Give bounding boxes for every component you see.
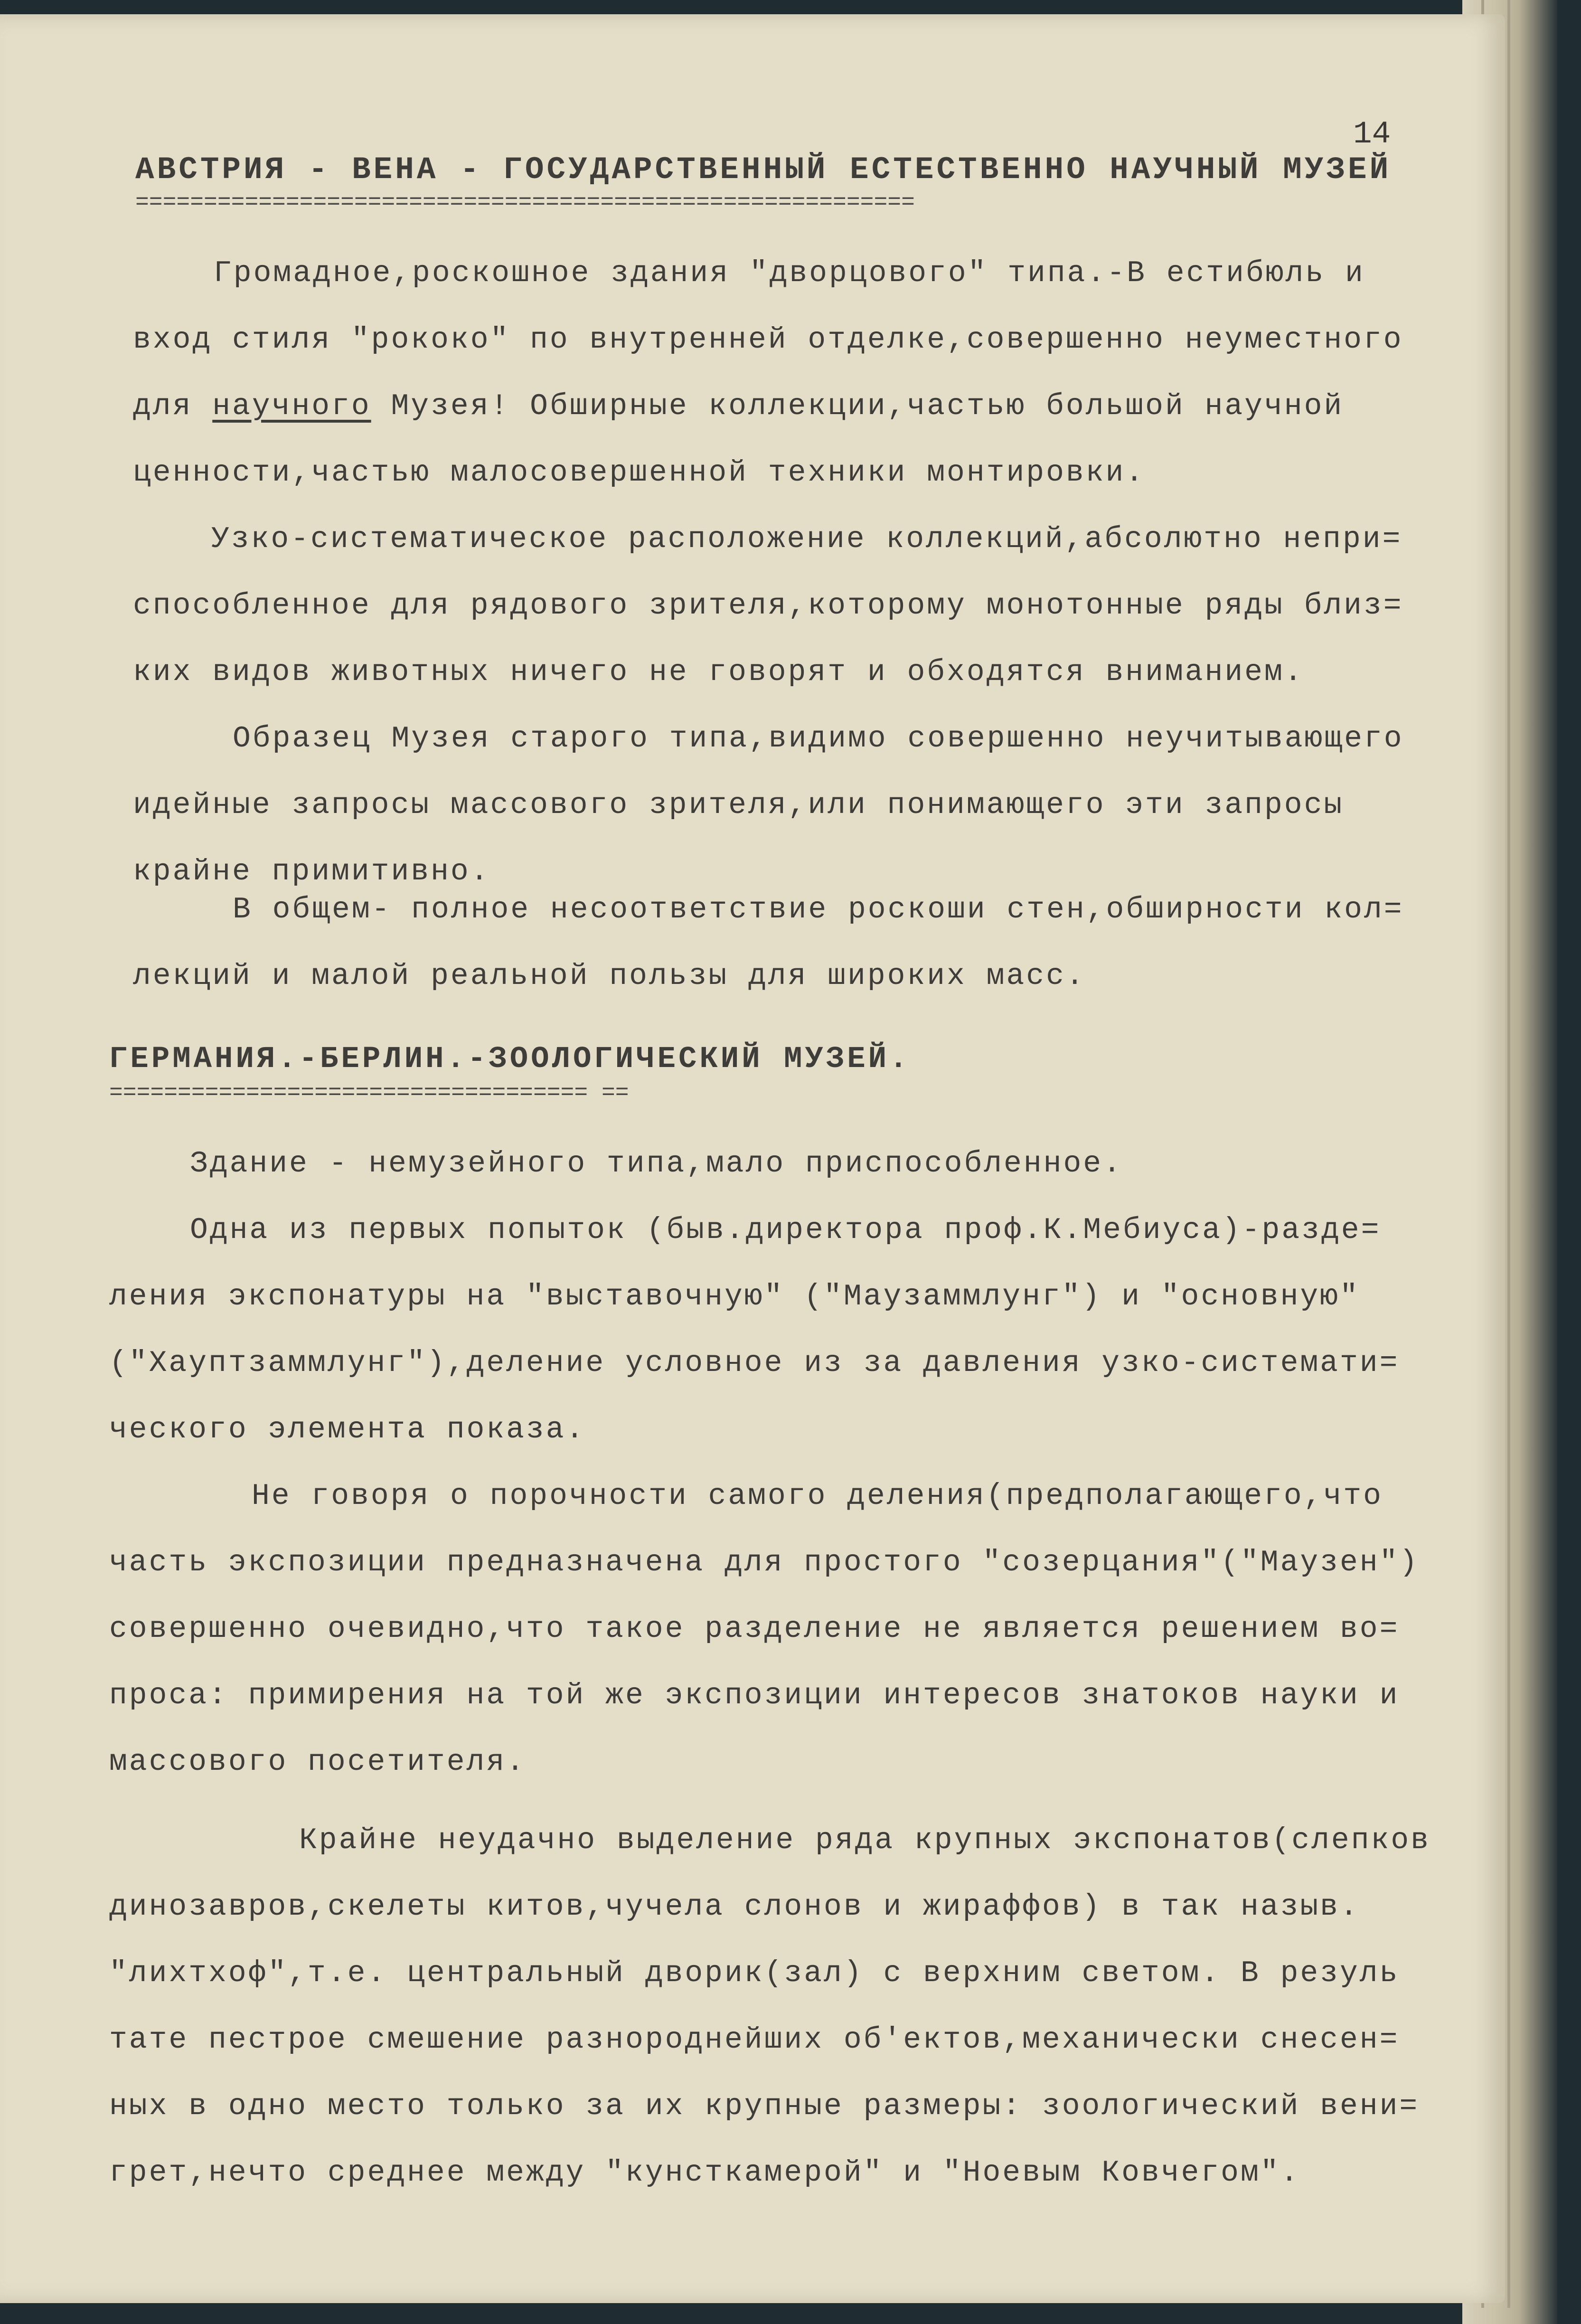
- underlined-word: научного: [212, 389, 371, 423]
- typed-sheet: [0, 14, 1505, 2303]
- text-line: идейные запросы массового зрителя,или понимающего эти запросы: [133, 788, 1344, 822]
- section-heading-austria: АВСТРИЯ - ВЕНА - ГОСУДАРСТВЕННЫЙ ЕСТЕСТВЕННО НАУЧНЫЙ МУЗЕЙ: [135, 152, 1392, 188]
- text-line: ("Хауптзаммлунг"),деление условное из за давления узко-системати=: [109, 1346, 1400, 1380]
- text-line: способленное для рядового зрителя,которому монотонные ряды близ=: [133, 589, 1403, 623]
- text-line: тате пестрое смешение разнороднейших об'ектов,механически снесен=: [109, 2023, 1400, 2057]
- heading-rule: =================================== ==: [109, 1080, 629, 1106]
- text-line-group: [133, 389, 1344, 423]
- text-line: ких видов животных ничего не говорят и обходятся вниманием.: [133, 655, 1304, 689]
- text-line: лекций и малой реальной пользы для широких масс.: [133, 959, 1086, 993]
- text-line: "лихтхоф",т.е. центральный дворик(зал) с верхним светом. В резуль: [109, 1956, 1400, 1990]
- heading-rule: =========================================================: [135, 190, 915, 216]
- page-edge-line: [1507, 0, 1510, 2308]
- text-fragment: для: [133, 389, 193, 423]
- text-line: часть экспозиции предназначена для простого "созерцания"("Маузен"): [109, 1546, 1420, 1579]
- section-heading-germany: ГЕРМАНИЯ.-БЕРЛИН.-ЗООЛОГИЧЕСКИЙ МУЗЕЙ.: [109, 1042, 911, 1077]
- text-line: грет,нечто среднее между "кунсткамерой" и "Ноевым Ковчегом".: [109, 2156, 1300, 2190]
- text-line: проса: примирения на той же экспозиции интересов знатоков науки и: [109, 1679, 1400, 1712]
- text-line: ческого элемента показа.: [109, 1413, 586, 1446]
- text-line: Крайне неудачно выделение ряда крупных экспонатов(слепков: [299, 1823, 1430, 1857]
- text-line: В общем- полное несоответствие роскоши стен,обширности кол=: [233, 893, 1404, 926]
- text-line: Громадное,роскошное здания "дворцового" типа.-В естибюль и: [214, 256, 1365, 290]
- text-line: ления экспонатуры на "выставочную" ("Маузаммлунг") и "основную": [109, 1280, 1360, 1313]
- text-fragment: Музея! Обширные коллекции,частью большой научной: [391, 389, 1344, 423]
- text-line: ных в одно место только за их крупные размеры: зоологический вени=: [109, 2089, 1420, 2123]
- text-line: вход стиля "рококо" по внутренней отделке,совершенно неуместного: [133, 323, 1403, 357]
- text-line: Узко-систематическое расположение коллекций,абсолютно непри=: [211, 522, 1402, 556]
- text-line: массового посетителя.: [109, 1745, 526, 1779]
- text-line: Одна из первых попыток (быв.директора проф.К.Мебиуса)-разде=: [190, 1213, 1381, 1247]
- text-line: крайне примитивно.: [133, 855, 490, 888]
- page-number: 14: [1353, 116, 1391, 152]
- text-line: ценности,частью малосовершенной техники монтировки.: [133, 456, 1146, 490]
- text-line: Образец Музея старого типа,видимо совершенно неучитывающего: [233, 722, 1404, 756]
- text-line: Здание - немузейного типа,мало приспособленное.: [190, 1147, 1123, 1181]
- text-line: совершенно очевидно,что такое разделение не является решением во=: [109, 1612, 1400, 1646]
- text-line: Не говоря о порочности самого деления(предполагающего,что: [252, 1479, 1383, 1513]
- text-line: динозавров,скелеты китов,чучела слонов и жираффов) в так назыв.: [109, 1890, 1360, 1924]
